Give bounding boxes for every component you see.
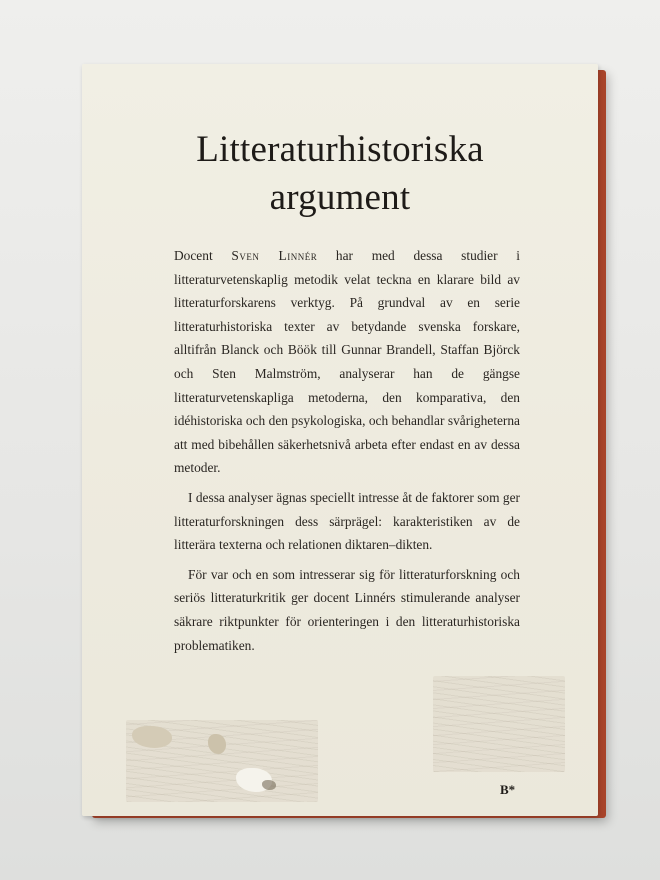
paper-tear-mark	[262, 780, 276, 790]
paper-tear-mark	[208, 734, 226, 754]
paper-tear-mark	[132, 726, 172, 748]
blurb-paragraph-3: För var och en som intresserar sig för litteraturforskning och seriös litteraturkritik ger docent Linnérs stimulerande analyser säkrare riktpunkter för orienteringen i den litteraturhistoriska problematiken.	[174, 566, 520, 653]
book-back-cover	[82, 64, 598, 816]
title-line-2: argument	[269, 177, 411, 218]
blurb-text	[174, 244, 520, 663]
book-title	[82, 126, 598, 222]
blurb-paragraph-2: I dessa analyser ägnas speciellt intresse åt de faktorer som ger litteraturforskningen dess särprägel: karakteristiken av de litterära texterna och relationen diktaren–dikten.	[174, 489, 520, 553]
blurb-p1-prefix: Docent	[174, 248, 232, 263]
title-line-1: Litteraturhistoriska	[196, 129, 484, 170]
code-label: B*	[500, 782, 516, 797]
sticker-residue-left	[126, 720, 318, 802]
blurb-p1-rest: har med dessa studier i litteraturvetenskaplig metodik velat teckna en klarare bild av litteraturforskarens verktyg. På grundval av en serie litteraturhistoriska texter av betydande svenska forskare, alltifrån Blanck och Böök till Gunnar Brandell, Staffan Björck och Sten Malmström, analyserar han de gängse litteraturvetenskapliga metoderna, den komparativa, den idéhistoriska och den psykologiska, och behandlar svårigheterna att med bibehållen säkerhetsnivå arbeta efter endast en av dessa metoder.	[174, 248, 521, 476]
author-name: Sven Linnér	[231, 248, 318, 263]
blurb-paragraph-1	[174, 244, 520, 480]
sticker-residue-right	[433, 676, 565, 772]
